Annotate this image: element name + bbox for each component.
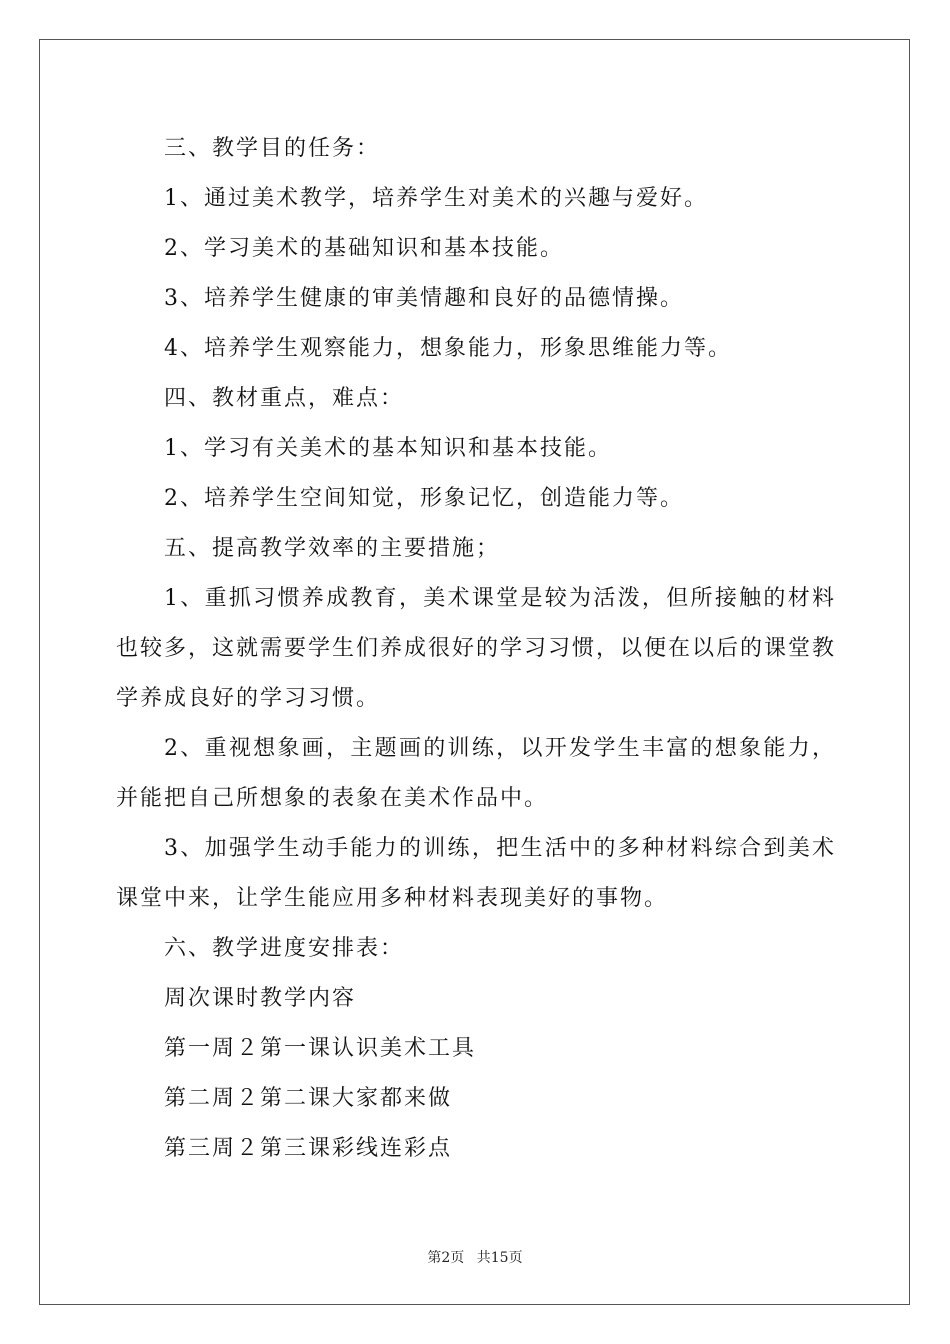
schedule-row: 第一周２第一课认识美术工具 [164, 1036, 477, 1061]
objective-item-3: 3、培养学生健康的审美情趣和良好的品德情操。 [164, 286, 684, 311]
schedule-header: 周次课时教学内容 [164, 986, 357, 1011]
objective-item-2: 2、学习美术的基础知识和基本技能。 [164, 236, 564, 261]
schedule-row: 第二周２第二课大家都来做 [164, 1086, 453, 1111]
objective-item-1: 1、通过美术教学，培养学生对美术的兴趣与爱好。 [164, 186, 708, 211]
section-heading-key-points: 四、教材重点，难点： [164, 386, 405, 411]
section-heading-schedule: 六、教学进度安排表： [164, 936, 405, 961]
section-heading-objectives: 三、教学目的任务： [164, 136, 381, 161]
page-number: 第2页 [427, 1250, 465, 1266]
measure-paragraph-3: 3、加强学生动手能力的训练，把生活中的多种材料综合到美术课堂中来，让学生能应用多种材料表现美好的事物。 [116, 836, 836, 911]
page-footer [0, 1247, 950, 1267]
key-point-item-2: 2、培养学生空间知觉，形象记忆，创造能力等。 [164, 486, 684, 511]
measure-paragraph-2: 2、重视想象画，主题画的训练，以开发学生丰富的想象能力，并能把自己所想象的表象在美术作品中。 [116, 736, 836, 811]
measure-paragraph-1: 1、重抓习惯养成教育，美术课堂是较为活泼，但所接触的材料也较多，这就需要学生们养成很好的学习习惯，以便在以后的课堂教学养成良好的学习习惯。 [116, 586, 837, 711]
key-point-item-1: 1、学习有关美术的基本知识和基本技能。 [164, 436, 612, 461]
page-total: 共15页 [476, 1250, 523, 1266]
objective-item-4: 4、培养学生观察能力，想象能力，形象思维能力等。 [164, 336, 732, 361]
schedule-row: 第三周２第三课彩线连彩点 [164, 1136, 453, 1161]
section-heading-measures: 五、提高教学效率的主要措施； [164, 536, 501, 561]
document-body [116, 124, 836, 1174]
